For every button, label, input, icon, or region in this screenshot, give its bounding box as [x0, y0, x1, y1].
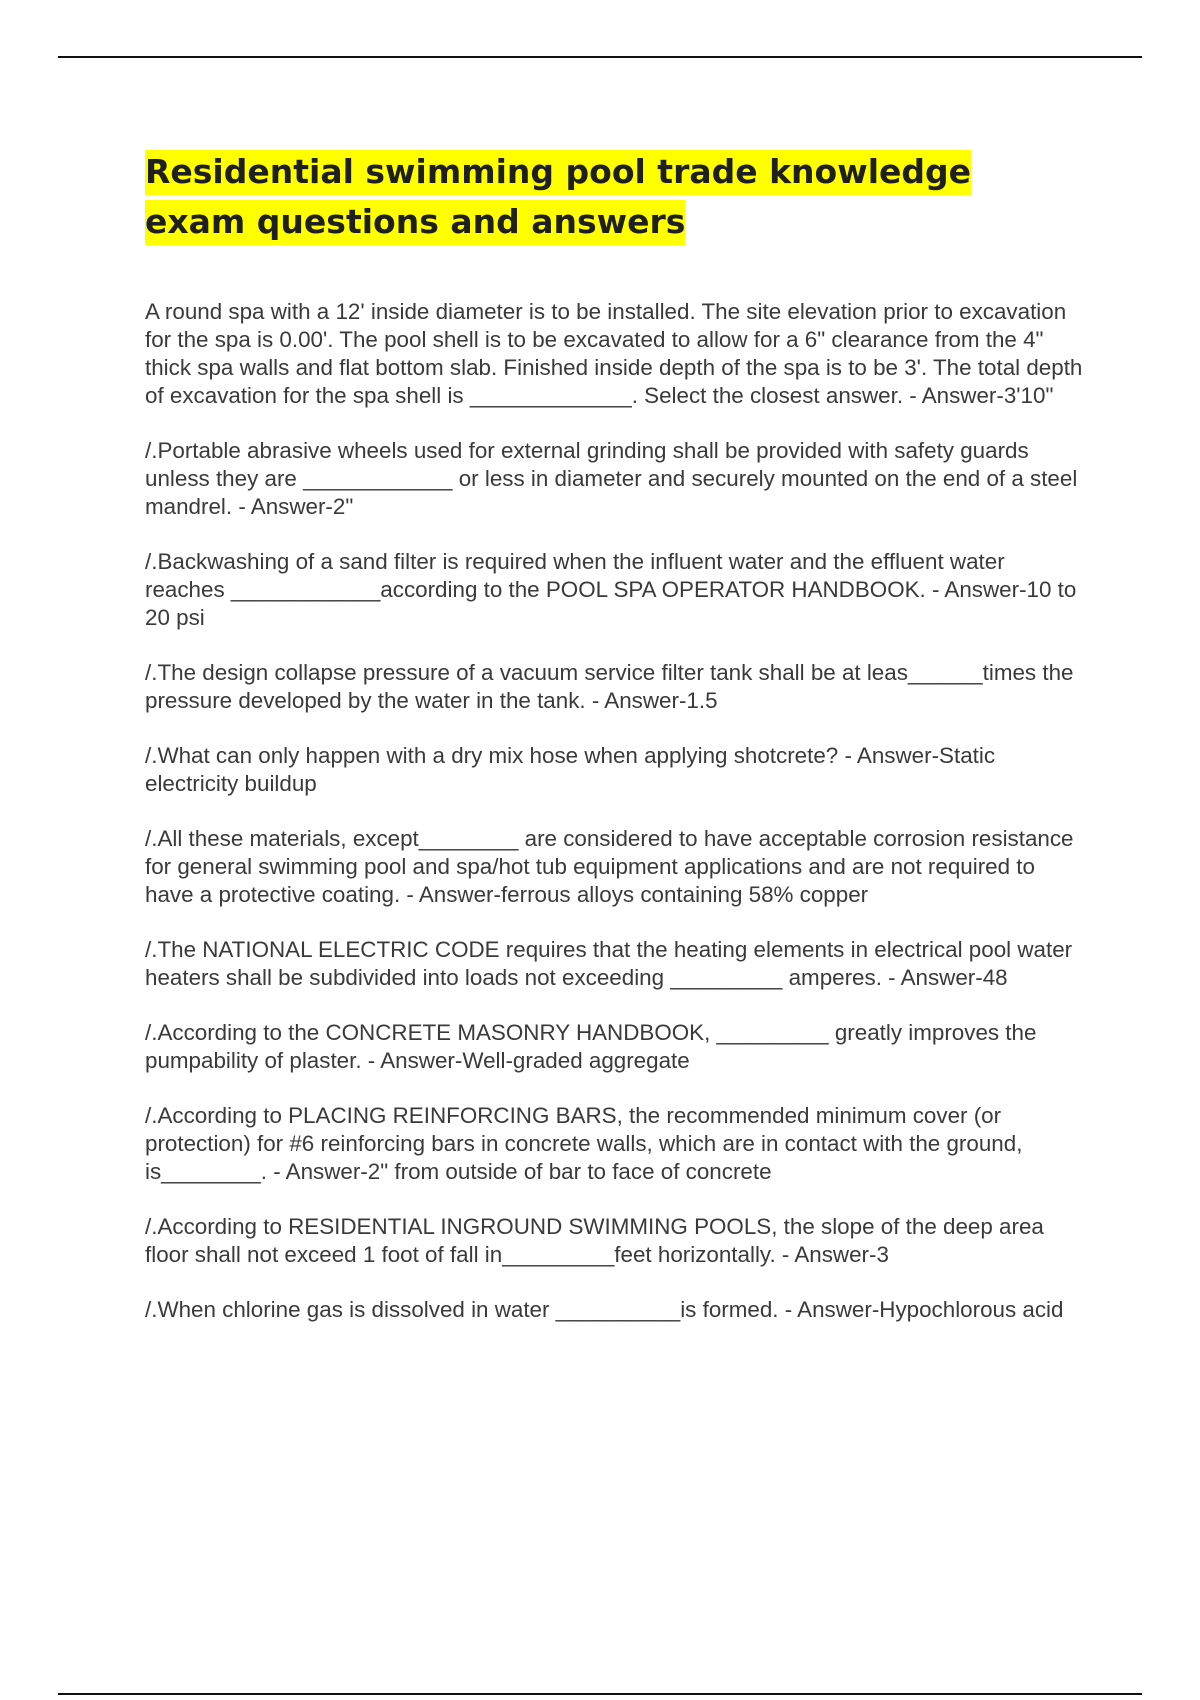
- page-title: [145, 147, 1045, 247]
- question-item: /.Portable abrasive wheels used for external grinding shall be provided with safety guards unless they are ____________ or less in diameter and securely mounted on the end of a steel mandrel. - Answer-2": [145, 438, 1078, 519]
- question-item: /.Backwashing of a sand filter is required when the influent water and the effluent water reaches ____________according to the POOL SPA OPERATOR HANDBOOK. - Answer-10 to 20 psi: [145, 549, 1077, 630]
- question-list: [145, 298, 1085, 1351]
- bottom-rule: [58, 1693, 1142, 1695]
- question-item: A round spa with a 12' inside diameter is to be installed. The site elevation prior to excavation for the spa is 0.00'. The pool shell is to be excavated to allow for a 6" clearance from the 4" thick spa walls and flat bottom slab. Finished inside depth of the spa is to be 3'. The total depth of excavation for the spa shell is _____________. Select the closest answer. - Answer-3'10": [145, 299, 1083, 408]
- question-item: /.According to PLACING REINFORCING BARS, the recommended minimum cover (or protection) for #6 reinforcing bars in concrete walls, which are in contact with the ground, is________. - Answer-2" from outside of bar to face of concrete: [145, 1103, 1023, 1184]
- question-item: /.What can only happen with a dry mix hose when applying shotcrete? - Answer-Static electricity buildup: [145, 743, 996, 796]
- question-item: /.The NATIONAL ELECTRIC CODE requires that the heating elements in electrical pool water heaters shall be subdivided into loads not exceeding _________ amperes. - Answer-48: [145, 937, 1073, 990]
- page-title-text: Residential swimming pool trade knowledge exam questions and answers: [145, 150, 971, 245]
- top-rule: [58, 56, 1142, 58]
- question-item: /.All these materials, except________ are considered to have acceptable corrosion resistance for general swimming pool and spa/hot tub equipment applications and are not required to have a protective coating. - Answer-ferrous alloys containing 58% copper: [145, 826, 1074, 907]
- question-item: /.When chlorine gas is dissolved in water __________is formed. - Answer-Hypochlorous acid: [145, 1297, 1064, 1322]
- question-item: /.The design collapse pressure of a vacuum service filter tank shall be at leas______times the pressure developed by the water in the tank. - Answer-1.5: [145, 660, 1074, 713]
- question-item: /.According to the CONCRETE MASONRY HANDBOOK, _________ greatly improves the pumpability of plaster. - Answer-Well-graded aggregate: [145, 1020, 1037, 1073]
- question-item: /.According to RESIDENTIAL INGROUND SWIMMING POOLS, the slope of the deep area floor shall not exceed 1 foot of fall in_________feet horizontally. - Answer-3: [145, 1214, 1044, 1267]
